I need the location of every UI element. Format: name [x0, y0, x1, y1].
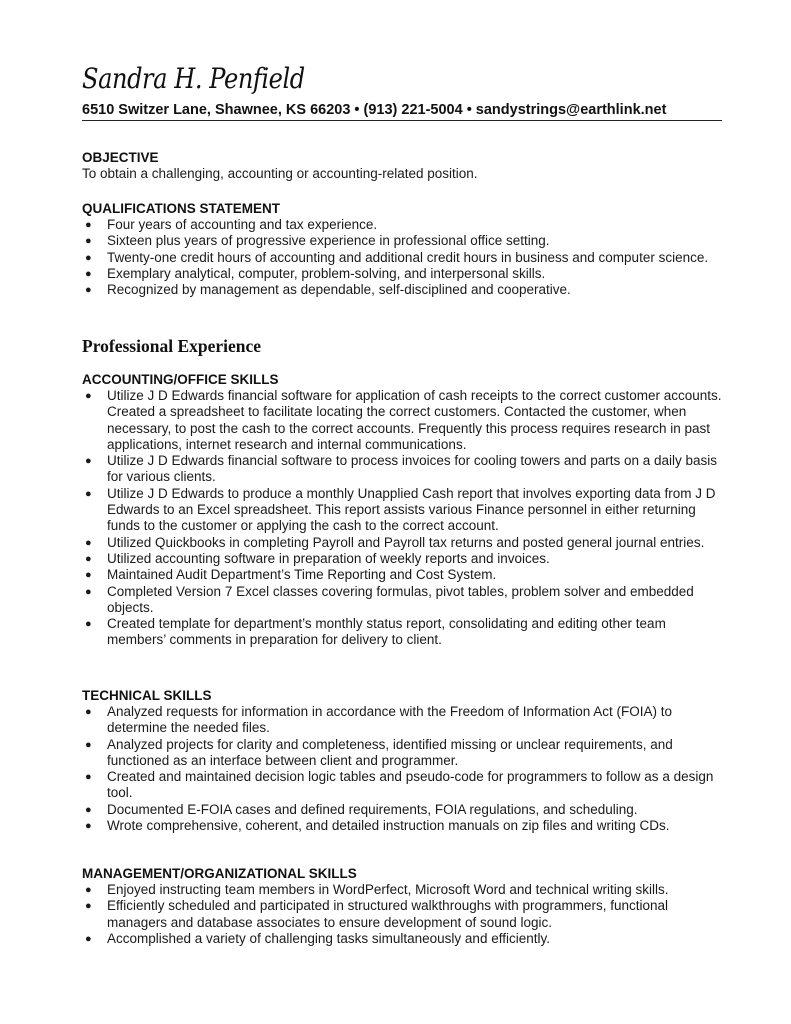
list-item [82, 388, 722, 453]
applicant-name: Sandra H. Penfield [82, 62, 305, 95]
objective-section [82, 150, 722, 182]
bullet-icon: ● [85, 284, 92, 297]
list-item-text: Documented E-FOIA cases and defined requirements, FOIA regulations, and scheduling. [107, 801, 638, 817]
objective-text: To obtain a challenging, accounting or accounting-related position. [82, 166, 478, 181]
contact-info: 6510 Switzer Lane, Shawnee, KS 66203 • (913) 221-5004 • sandystrings@earthlink.net [82, 102, 667, 118]
bullet-icon: ● [85, 569, 92, 582]
list-item [82, 704, 722, 737]
list-item [82, 486, 722, 535]
bullet-icon: ● [85, 585, 92, 598]
qualifications-heading: QUALIFICATIONS STATEMENT [82, 201, 280, 216]
list-item-text: Recognized by management as dependable, self-disciplined and cooperative. [107, 282, 571, 298]
list-item [82, 567, 722, 583]
bullet-icon: ● [85, 536, 92, 549]
management-section [82, 866, 722, 947]
list-item [82, 217, 722, 233]
list-item-text: Sixteen plus years of progressive experience in professional office setting. [107, 233, 550, 249]
accounting-section [82, 372, 722, 649]
list-item [82, 551, 722, 567]
list-item-text: Completed Version 7 Excel classes covering formulas, pivot tables, problem solver and embedded objects. [107, 583, 694, 615]
bullet-icon: ● [85, 738, 92, 751]
management-heading: MANAGEMENT/ORGANIZATIONAL SKILLS [82, 866, 357, 881]
bullet-icon: ● [85, 706, 92, 718]
bullet-icon: ● [85, 219, 92, 231]
list-item-text: Created template for department’s monthly status report, consolidating and editing other team members’ comments in preparation for delivery to client. [107, 616, 666, 648]
bullet-icon: ● [85, 487, 92, 500]
qualifications-list [82, 217, 722, 298]
technical-section [82, 688, 722, 834]
list-item [82, 616, 722, 649]
technical-list [82, 704, 722, 834]
list-item-text: Utilize J D Edwards to produce a monthly Unapplied Cash report that involves exporting data from J D Edwards to an Excel spreadsheet. This report assists various Finance personnel in either returning funds to the customer or applying the cash to the correct account. [107, 485, 716, 534]
list-item-text: Twenty-one credit hours of accounting and additional credit hours in business and computer science. [107, 249, 709, 265]
list-item-text: Analyzed projects for clarity and completeness, identified missing or unclear requirements, and functioned as an interface between client and programmer. [107, 736, 673, 768]
bullet-icon: ● [85, 251, 92, 264]
bullet-icon: ● [85, 884, 92, 896]
list-item-text: Efficiently scheduled and participated in structured walkthroughs with programmers, functional managers and database associates to ensure development of sound logic. [107, 898, 669, 930]
list-item [82, 282, 722, 298]
accounting-heading: ACCOUNTING/OFFICE SKILLS [82, 372, 279, 387]
list-item-text: Utilized Quickbooks in completing Payroll and Payroll tax returns and posted general journal entries. [107, 534, 705, 550]
list-item-text: Wrote comprehensive, coherent, and detailed instruction manuals on zip files and writing CDs. [107, 818, 670, 834]
list-item [82, 802, 722, 818]
bullet-icon: ● [85, 552, 92, 565]
bullet-icon: ● [85, 803, 92, 816]
bullet-icon: ● [85, 455, 92, 468]
bullet-icon: ● [85, 900, 92, 913]
list-item [82, 266, 722, 282]
objective-heading: OBJECTIVE [82, 150, 159, 165]
list-item [82, 769, 722, 802]
bullet-icon: ● [85, 820, 92, 833]
list-item [82, 818, 722, 834]
qualifications-section [82, 201, 722, 298]
list-item [82, 250, 722, 266]
list-item [82, 737, 722, 770]
bullet-icon: ● [85, 390, 92, 402]
list-item-text: Analyzed requests for information in accordance with the Freedom of Information Act (FOIA) to determine the needed files. [107, 704, 673, 736]
list-item-text: Utilize J D Edwards financial software for application of cash receipts to the correct customer accounts. Created a spreadsheet to facilitate locating the correct customers. Contacted the customer, when necessary, to post the cash to the correct accounts. Frequently this process requires research in past applications, internet research and internal communications. [107, 388, 722, 452]
list-item-text: Maintained Audit Department’s Time Reporting and Cost System. [107, 567, 497, 583]
bullet-icon: ● [85, 771, 92, 784]
bullet-icon: ● [85, 267, 92, 280]
list-item-text: Exemplary analytical, computer, problem-solving, and interpersonal skills. [107, 265, 546, 281]
list-item [82, 535, 722, 551]
professional-experience-heading: Professional Experience [82, 336, 262, 356]
list-item [82, 584, 722, 617]
list-item-text: Utilize J D Edwards financial software to process invoices for cooling towers and parts on a daily basis for various clients. [107, 453, 718, 485]
header-divider [82, 120, 722, 121]
list-item [82, 898, 722, 931]
list-item [82, 931, 722, 947]
list-item [82, 453, 722, 486]
bullet-icon: ● [85, 932, 92, 945]
list-item-text: Created and maintained decision logic tables and pseudo-code for programmers to follow as a design tool. [107, 769, 714, 801]
list-item [82, 882, 722, 898]
technical-heading: TECHNICAL SKILLS [82, 688, 212, 703]
list-item-text: Utilized accounting software in preparation of weekly reports and invoices. [107, 550, 550, 566]
list-item-text: Four years of accounting and tax experience. [107, 217, 378, 232]
accounting-list [82, 388, 722, 649]
bullet-icon: ● [85, 235, 92, 248]
list-item-text: Enjoyed instructing team members in WordPerfect, Microsoft Word and technical writing skills. [107, 882, 669, 897]
professional-experience-section [82, 336, 722, 357]
list-item-text: Accomplished a variety of challenging tasks simultaneously and efficiently. [107, 930, 550, 946]
bullet-icon: ● [85, 618, 92, 631]
management-list [82, 882, 722, 947]
list-item [82, 233, 722, 249]
